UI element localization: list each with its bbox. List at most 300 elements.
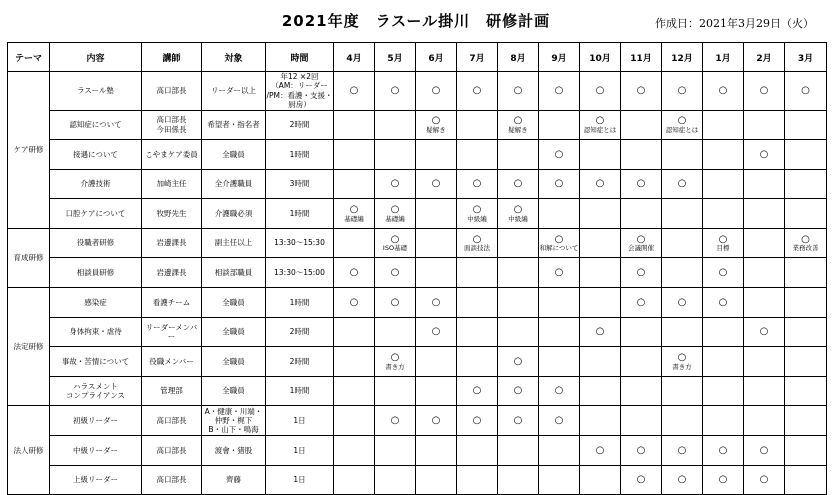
column-header: 7月 [457, 43, 498, 72]
circle-mark: ○ [554, 267, 564, 279]
month-cell [703, 258, 744, 288]
month-mark [580, 326, 620, 338]
month-cell [539, 228, 580, 258]
month-cell [375, 288, 416, 318]
month-note: 書き方 [672, 362, 692, 371]
month-cell [662, 288, 703, 318]
table-row [8, 376, 827, 406]
month-cell [580, 258, 621, 288]
month-mark [539, 149, 579, 161]
month-cell [662, 465, 703, 495]
time-cell: 3時間 [266, 169, 334, 199]
target-cell: 全職員 [202, 140, 266, 170]
month-mark [662, 178, 702, 190]
month-mark [662, 85, 702, 97]
month-cell [744, 169, 785, 199]
month-cell [375, 110, 416, 140]
circle-mark: ○ [431, 85, 441, 96]
target-cell: 全職員 [202, 317, 266, 347]
content-cell: 介護技術 [50, 169, 142, 199]
content-cell: 接遇について [50, 140, 142, 170]
month-cell [416, 436, 457, 466]
month-cell [457, 347, 498, 377]
circle-mark: ○ [718, 233, 728, 245]
circle-mark: ○ [677, 296, 687, 308]
lecturer-cell: 高口部長 [142, 465, 202, 495]
month-mark [498, 204, 538, 223]
month-cell [785, 110, 827, 140]
month-cell [662, 317, 703, 347]
month-note: 認知症とは [665, 125, 699, 134]
circle-mark: ○ [431, 326, 441, 338]
month-mark [375, 234, 415, 253]
circle-mark: ○ [513, 85, 523, 96]
month-cell [621, 140, 662, 170]
month-mark [457, 204, 497, 223]
circle-mark: ○ [554, 414, 564, 426]
month-cell [621, 258, 662, 288]
circle-mark: ○ [595, 115, 605, 127]
month-cell [457, 376, 498, 406]
month-cell [416, 228, 457, 258]
month-cell [744, 110, 785, 140]
training-plan-table [7, 42, 827, 495]
circle-mark: ○ [718, 296, 728, 308]
content-cell: ハラスメント コンプライアンス [50, 376, 142, 406]
lecturer-cell: 加崎主任 [142, 169, 202, 199]
table-row [8, 347, 827, 377]
lecturer-cell: こやまケア委員 [142, 140, 202, 170]
month-note: 会議開催 [628, 244, 654, 253]
target-cell: 相談部職員 [202, 258, 266, 288]
month-cell [498, 288, 539, 318]
month-mark [662, 115, 702, 134]
month-cell [662, 258, 703, 288]
month-cell [662, 406, 703, 436]
month-cell [703, 465, 744, 495]
month-note: 中級編 [508, 214, 528, 223]
table-row [8, 288, 827, 318]
month-cell [375, 199, 416, 229]
month-note: 書き方 [385, 362, 405, 371]
month-mark [703, 474, 743, 486]
content-cell: 口腔ケアについて [50, 199, 142, 229]
month-cell [334, 376, 375, 406]
month-cell [334, 406, 375, 436]
lecturer-cell: 役職メンバー [142, 347, 202, 377]
lecturer-cell: 高口部長 [142, 72, 202, 111]
circle-mark: ○ [801, 233, 810, 245]
month-mark [457, 415, 497, 427]
month-cell [457, 288, 498, 318]
column-header: 1月 [703, 43, 744, 72]
column-header: 9月 [539, 43, 580, 72]
month-cell [662, 436, 703, 466]
month-cell [580, 288, 621, 318]
month-cell [785, 347, 827, 377]
month-cell [621, 169, 662, 199]
month-cell [498, 228, 539, 258]
month-cell [416, 465, 457, 495]
column-header: テーマ [8, 43, 50, 72]
month-cell [416, 110, 457, 140]
lecturer-cell: リーダーメンバー [142, 317, 202, 347]
month-mark [416, 85, 456, 97]
circle-mark: ○ [513, 204, 523, 216]
month-note: 中級編 [467, 214, 487, 223]
month-mark [539, 267, 579, 279]
theme-cell: 法人研修 [8, 406, 50, 495]
month-mark [621, 445, 661, 457]
month-mark [498, 356, 538, 368]
month-cell [416, 288, 457, 318]
column-header: 11月 [621, 43, 662, 72]
month-cell [785, 258, 827, 288]
month-cell [621, 465, 662, 495]
month-note: 目標 [716, 244, 730, 253]
month-cell [498, 436, 539, 466]
month-cell [703, 140, 744, 170]
month-mark [539, 85, 579, 97]
month-cell [539, 436, 580, 466]
month-mark [744, 85, 784, 97]
time-cell: 年12 ×2回 （AM：リーダー /PM：看護・支援・厨房） [266, 72, 333, 110]
month-cell [744, 140, 785, 170]
circle-mark: ○ [554, 178, 564, 190]
month-cell [539, 347, 580, 377]
month-mark [621, 297, 661, 309]
month-cell [621, 228, 662, 258]
month-mark [703, 297, 743, 309]
circle-mark: ○ [554, 233, 564, 245]
month-cell [375, 72, 416, 111]
circle-mark: ○ [677, 474, 687, 486]
circle-mark: ○ [431, 178, 441, 190]
table-body [8, 72, 827, 495]
lecturer-cell: 岩邊課長 [142, 258, 202, 288]
month-mark [334, 85, 374, 97]
month-cell [580, 72, 621, 111]
time-cell: 1時間 [266, 376, 334, 406]
month-cell [703, 376, 744, 406]
theme-cell: 法定研修 [8, 288, 50, 406]
month-mark [457, 385, 497, 397]
month-mark [621, 474, 661, 486]
month-mark [457, 178, 497, 190]
lecturer-cell: 管理部 [142, 376, 202, 406]
month-cell [375, 347, 416, 377]
month-cell [457, 436, 498, 466]
month-mark [744, 326, 784, 338]
content-cell: 中級リーダー [50, 436, 142, 466]
circle-mark: ○ [636, 267, 646, 279]
month-cell [621, 110, 662, 140]
circle-mark: ○ [349, 296, 359, 308]
month-cell [662, 376, 703, 406]
created-date: 作成日：2021年3月29日（火） [655, 17, 814, 30]
month-note: 基礎編 [385, 214, 405, 223]
table-row [8, 169, 827, 199]
month-cell [580, 376, 621, 406]
month-mark [621, 85, 661, 97]
circle-mark: ○ [595, 326, 605, 338]
month-mark [334, 267, 374, 279]
month-cell [334, 169, 375, 199]
month-cell [744, 436, 785, 466]
month-cell [785, 465, 827, 495]
column-header: 8月 [498, 43, 539, 72]
lecturer-cell: 看護チーム [142, 288, 202, 318]
circle-mark: ○ [677, 85, 687, 96]
month-cell [785, 376, 827, 406]
month-cell [539, 465, 580, 495]
circle-mark: ○ [472, 178, 482, 190]
circle-mark: ○ [759, 148, 769, 160]
content-cell: 事故・苦情について [50, 347, 142, 377]
table-row [8, 199, 827, 229]
circle-mark: ○ [636, 85, 646, 96]
month-cell [785, 72, 827, 111]
month-note: 疑解き [508, 125, 528, 134]
month-mark [703, 85, 743, 97]
circle-mark: ○ [390, 85, 400, 96]
month-mark [539, 178, 579, 190]
month-cell [334, 140, 375, 170]
month-cell [785, 436, 827, 466]
circle-mark: ○ [349, 85, 359, 96]
month-cell [539, 169, 580, 199]
month-mark [580, 115, 620, 134]
column-header: 10月 [580, 43, 621, 72]
month-mark [785, 234, 826, 253]
theme-cell: 育成研修 [8, 228, 50, 287]
month-cell [703, 199, 744, 229]
month-cell [662, 169, 703, 199]
month-mark [498, 178, 538, 190]
month-cell [498, 465, 539, 495]
month-mark [621, 234, 661, 253]
circle-mark: ○ [513, 414, 523, 426]
month-cell [334, 317, 375, 347]
month-mark [621, 267, 661, 279]
month-cell [703, 288, 744, 318]
month-cell [498, 347, 539, 377]
month-cell [457, 110, 498, 140]
month-cell [580, 199, 621, 229]
month-mark [703, 234, 743, 253]
circle-mark: ○ [513, 385, 523, 397]
month-cell [703, 228, 744, 258]
month-cell [539, 199, 580, 229]
month-cell [744, 465, 785, 495]
circle-mark: ○ [718, 267, 728, 279]
month-cell [785, 199, 827, 229]
target-cell: 渡會・猪股 [202, 436, 266, 466]
month-mark [539, 385, 579, 397]
circle-mark: ○ [636, 296, 646, 308]
column-header: 2月 [744, 43, 785, 72]
month-cell [498, 406, 539, 436]
month-cell [744, 406, 785, 436]
month-cell [785, 317, 827, 347]
circle-mark: ○ [390, 204, 400, 216]
target-cell: 齊藤 [202, 465, 266, 495]
circle-mark: ○ [554, 385, 564, 397]
table-row [8, 110, 827, 140]
circle-mark: ○ [390, 296, 400, 308]
time-cell: 1日 [266, 436, 334, 466]
month-mark [703, 445, 743, 457]
month-cell [662, 347, 703, 377]
month-cell [498, 317, 539, 347]
lecturer-cell: 高口部長 [142, 406, 202, 436]
month-cell [580, 169, 621, 199]
month-cell [785, 169, 827, 199]
month-cell [785, 406, 827, 436]
month-mark [457, 85, 497, 97]
target-cell: 希望者・指名者 [202, 110, 266, 140]
circle-mark: ○ [390, 233, 400, 245]
circle-mark: ○ [595, 85, 605, 96]
month-mark [416, 115, 456, 134]
column-header: 内容 [50, 43, 142, 72]
column-header: 4月 [334, 43, 375, 72]
month-mark [580, 85, 620, 97]
month-cell [457, 199, 498, 229]
circle-mark: ○ [472, 414, 482, 426]
month-cell [621, 347, 662, 377]
month-cell [580, 228, 621, 258]
circle-mark: ○ [390, 267, 400, 279]
month-note: 基礎編 [344, 214, 364, 223]
month-cell [416, 140, 457, 170]
content-cell: 認知症について [50, 110, 142, 140]
month-cell [334, 288, 375, 318]
table-row [8, 140, 827, 170]
month-cell [662, 228, 703, 258]
month-cell [703, 169, 744, 199]
month-cell [498, 169, 539, 199]
month-cell [375, 258, 416, 288]
target-cell: 介護職必須 [202, 199, 266, 229]
month-cell [744, 376, 785, 406]
circle-mark: ○ [718, 85, 728, 96]
month-cell [703, 436, 744, 466]
target-cell: 全職員 [202, 288, 266, 318]
lecturer-cell: 岩邊課長 [142, 228, 202, 258]
month-cell [539, 110, 580, 140]
target-cell: A・健康・川端・仲野・梶下 B・山下・鳴海 [202, 406, 266, 436]
month-cell [334, 110, 375, 140]
month-cell [662, 72, 703, 111]
circle-mark: ○ [554, 85, 564, 96]
month-cell [416, 169, 457, 199]
table-row [8, 258, 827, 288]
month-note: 和解について [539, 244, 579, 253]
month-mark [375, 297, 415, 309]
circle-mark: ○ [759, 326, 769, 338]
circle-mark: ○ [759, 85, 769, 96]
circle-mark: ○ [801, 85, 810, 96]
circle-mark: ○ [513, 115, 523, 127]
month-mark [375, 204, 415, 223]
circle-mark: ○ [472, 233, 482, 245]
column-header: 時間 [266, 43, 334, 72]
month-cell [334, 228, 375, 258]
table-row [8, 436, 827, 466]
lecturer-cell: 高口部長 今田係長 [142, 110, 202, 140]
lecturer-cell: 高口部長 [142, 436, 202, 466]
month-note: 面談技法 [464, 244, 490, 253]
column-header: 講師 [142, 43, 202, 72]
month-cell [662, 110, 703, 140]
month-cell [703, 72, 744, 111]
month-cell [457, 317, 498, 347]
circle-mark: ○ [431, 115, 441, 127]
month-mark [375, 267, 415, 279]
circle-mark: ○ [677, 178, 687, 190]
month-mark [539, 415, 579, 427]
month-cell [375, 140, 416, 170]
month-cell [457, 258, 498, 288]
month-cell [744, 228, 785, 258]
circle-mark: ○ [636, 233, 646, 245]
time-cell: 1時間 [266, 140, 334, 170]
target-cell: 全職員 [202, 347, 266, 377]
table-row [8, 465, 827, 495]
header-row [8, 43, 827, 72]
lecturer-cell: 牧野先生 [142, 199, 202, 229]
month-mark [703, 267, 743, 279]
month-cell [621, 317, 662, 347]
circle-mark: ○ [759, 444, 769, 456]
month-cell [662, 140, 703, 170]
month-cell [416, 376, 457, 406]
circle-mark: ○ [390, 414, 400, 426]
month-mark [621, 178, 661, 190]
circle-mark: ○ [390, 178, 400, 190]
month-cell [621, 406, 662, 436]
month-cell [375, 436, 416, 466]
content-cell: 役職者研修 [50, 228, 142, 258]
circle-mark: ○ [349, 267, 359, 279]
content-cell: 上級リーダー [50, 465, 142, 495]
month-cell [375, 228, 416, 258]
month-cell [703, 406, 744, 436]
month-cell [539, 258, 580, 288]
month-cell [457, 72, 498, 111]
month-mark [744, 474, 784, 486]
month-cell [580, 317, 621, 347]
month-cell [334, 258, 375, 288]
circle-mark: ○ [554, 148, 564, 160]
month-cell [662, 199, 703, 229]
month-mark [498, 115, 538, 134]
month-cell [621, 72, 662, 111]
month-cell [744, 72, 785, 111]
content-cell: 相談員研修 [50, 258, 142, 288]
circle-mark: ○ [718, 444, 728, 456]
month-cell [621, 376, 662, 406]
month-cell [375, 465, 416, 495]
month-cell [580, 406, 621, 436]
month-cell [334, 347, 375, 377]
month-mark [498, 415, 538, 427]
circle-mark: ○ [431, 414, 441, 426]
month-cell [580, 347, 621, 377]
column-header: 12月 [662, 43, 703, 72]
table-row [8, 317, 827, 347]
